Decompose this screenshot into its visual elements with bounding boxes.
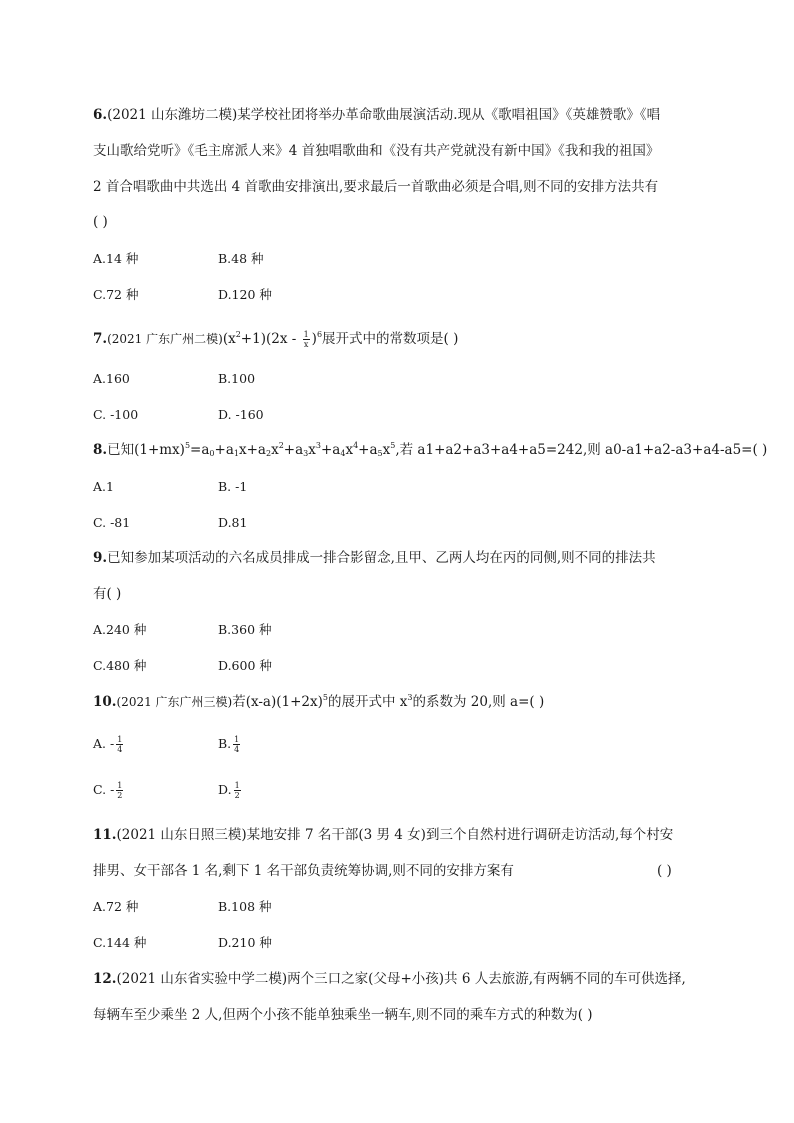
- question-7-number: 7.: [93, 331, 108, 347]
- question-7-stem-b: +1)(2x -: [240, 331, 301, 347]
- question-8-number: 8.: [93, 442, 108, 458]
- question-11-option-a: A.72 种: [93, 899, 139, 914]
- question-11-option-b: B.108 种: [218, 899, 272, 914]
- question-6-line-3: 2 首合唱歌曲中共选出 4 首歌曲安排演出,要求最后一首歌曲必须是合唱,则不同的安排方法共有: [93, 179, 659, 195]
- question-6-text-1: (2021 山东潍坊二模)某学校社团将举办革命歌曲展演活动.现从《歌唱祖国》《英雄赞歌》《唱: [107, 107, 661, 123]
- question-10-text: 若(x-a)(1+2x): [232, 694, 323, 710]
- question-7-line-1: 7.(2021 广东广州二模)$(x^2+1)(2x$ - $\frac{1}{x}$ )$^6$展开式中的常数项是( ): [93, 330, 459, 349]
- question-6-option-a: A.14 种: [93, 251, 139, 266]
- question-10-option-d: D. $\frac{1}{2}$: [218, 781, 240, 800]
- question-11-text-1: (2021 山东日照三模)某地安排 7 名干部(3 男 4 女)到三个自然村进行调研走访活动,每个村安: [116, 827, 674, 843]
- question-7-stem-c: 展开式中的常数项是( ): [322, 331, 459, 347]
- question-6-answer-paren: ( ): [93, 214, 108, 230]
- question-7-source: (2021 广东广州二模): [107, 332, 223, 346]
- question-10-option-c: C. - $\frac{1}{2}$: [93, 781, 123, 800]
- question-9-number: 9.: [93, 550, 108, 566]
- question-10-line-1: 10.(2021 广东广州三模)若$(x-a)(1+2x)^5$的展开式中 $x^3$的系数为 20,则 a=( ): [93, 693, 545, 710]
- question-8-text: 已知(1+mx): [107, 442, 185, 458]
- question-6-line-2: 支山歌给党听》《毛主席派人来》4 首独唱歌曲和《没有共产党就没有新中国》《我和我的祖国》: [93, 143, 660, 159]
- question-7-option-a: A.160: [93, 371, 130, 386]
- question-8-option-c: C. -81: [93, 515, 131, 530]
- question-10-option-a: A. - $\frac{1}{4}$: [93, 735, 123, 754]
- question-8-option-a: A.1: [93, 479, 114, 494]
- question-11-option-c: C.144 种: [93, 935, 147, 950]
- question-11-line-1: [93, 826, 673, 844]
- question-8-line-1: 8.已知$(1+mx)^5=a_0+a_1x+a_2x^2+a_3x^3+a_4x^4+a_5x^5$,若 a1+a2+a3+a4+a5=242,则 a0-a1+a2-a3+a4-a5=( ): [93, 441, 768, 458]
- question-11-line-2: 排男、女干部各 1 名,剩下 1 名干部负责统筹协调,则不同的安排方案有: [93, 863, 514, 879]
- question-6-number: 6.: [93, 107, 108, 123]
- question-10-source: (2021 广东广州三模): [116, 695, 233, 709]
- question-9-option-b: B.360 种: [218, 622, 272, 637]
- question-8-option-d: D.81: [218, 515, 248, 530]
- question-6-line-1: [93, 106, 660, 124]
- question-9-line-2: 有( ): [93, 586, 122, 602]
- question-10-number: 10.: [93, 694, 117, 710]
- question-8-option-b: B. -1: [218, 479, 248, 494]
- question-11-answer-paren: ( ): [657, 863, 672, 879]
- question-12-number: 12.: [93, 971, 117, 987]
- question-9-option-d: D.600 种: [218, 658, 272, 673]
- question-7-fraction: $\frac{1}{x}$: [303, 330, 309, 349]
- question-9-option-c: C.480 种: [93, 658, 147, 673]
- question-7-option-b: B.100: [218, 371, 256, 386]
- question-12-line-1: [93, 970, 686, 988]
- question-9-option-a: A.240 种: [93, 622, 147, 637]
- question-6-option-c: C.72 种: [93, 287, 139, 302]
- question-12-text-1: (2021 山东省实验中学二模)两个三口之家(父母+小孩)共 6 人去旅游,有两辆不同的车可供选择,: [116, 971, 686, 987]
- question-7-exponent: 6: [316, 330, 323, 339]
- question-12-line-2: 每辆车至少乘坐 2 人,但两个小孩不能单独乘坐一辆车,则不同的乘车方式的种数为( ): [93, 1007, 593, 1023]
- question-11-number: 11.: [93, 827, 117, 843]
- question-6-option-d: D.120 种: [218, 287, 272, 302]
- question-7-stem-a: (x: [222, 331, 236, 347]
- question-7-option-c: C. -100: [93, 407, 139, 422]
- question-9-line-1: [93, 549, 656, 567]
- question-7-option-d: D. -160: [218, 407, 264, 422]
- question-11-option-d: D.210 种: [218, 935, 272, 950]
- question-6-option-b: B.48 种: [218, 251, 264, 266]
- question-8-tail: ,若 a1+a2+a3+a4+a5=242,则 a0-a1+a2-a3+a4-a5=( ): [395, 442, 768, 458]
- question-9-text-1: 已知参加某项活动的六名成员排成一排合影留念,且甲、乙两人均在丙的同侧,则不同的排法共: [107, 550, 656, 566]
- question-10-option-b: B. $\frac{1}{4}$: [218, 735, 240, 754]
